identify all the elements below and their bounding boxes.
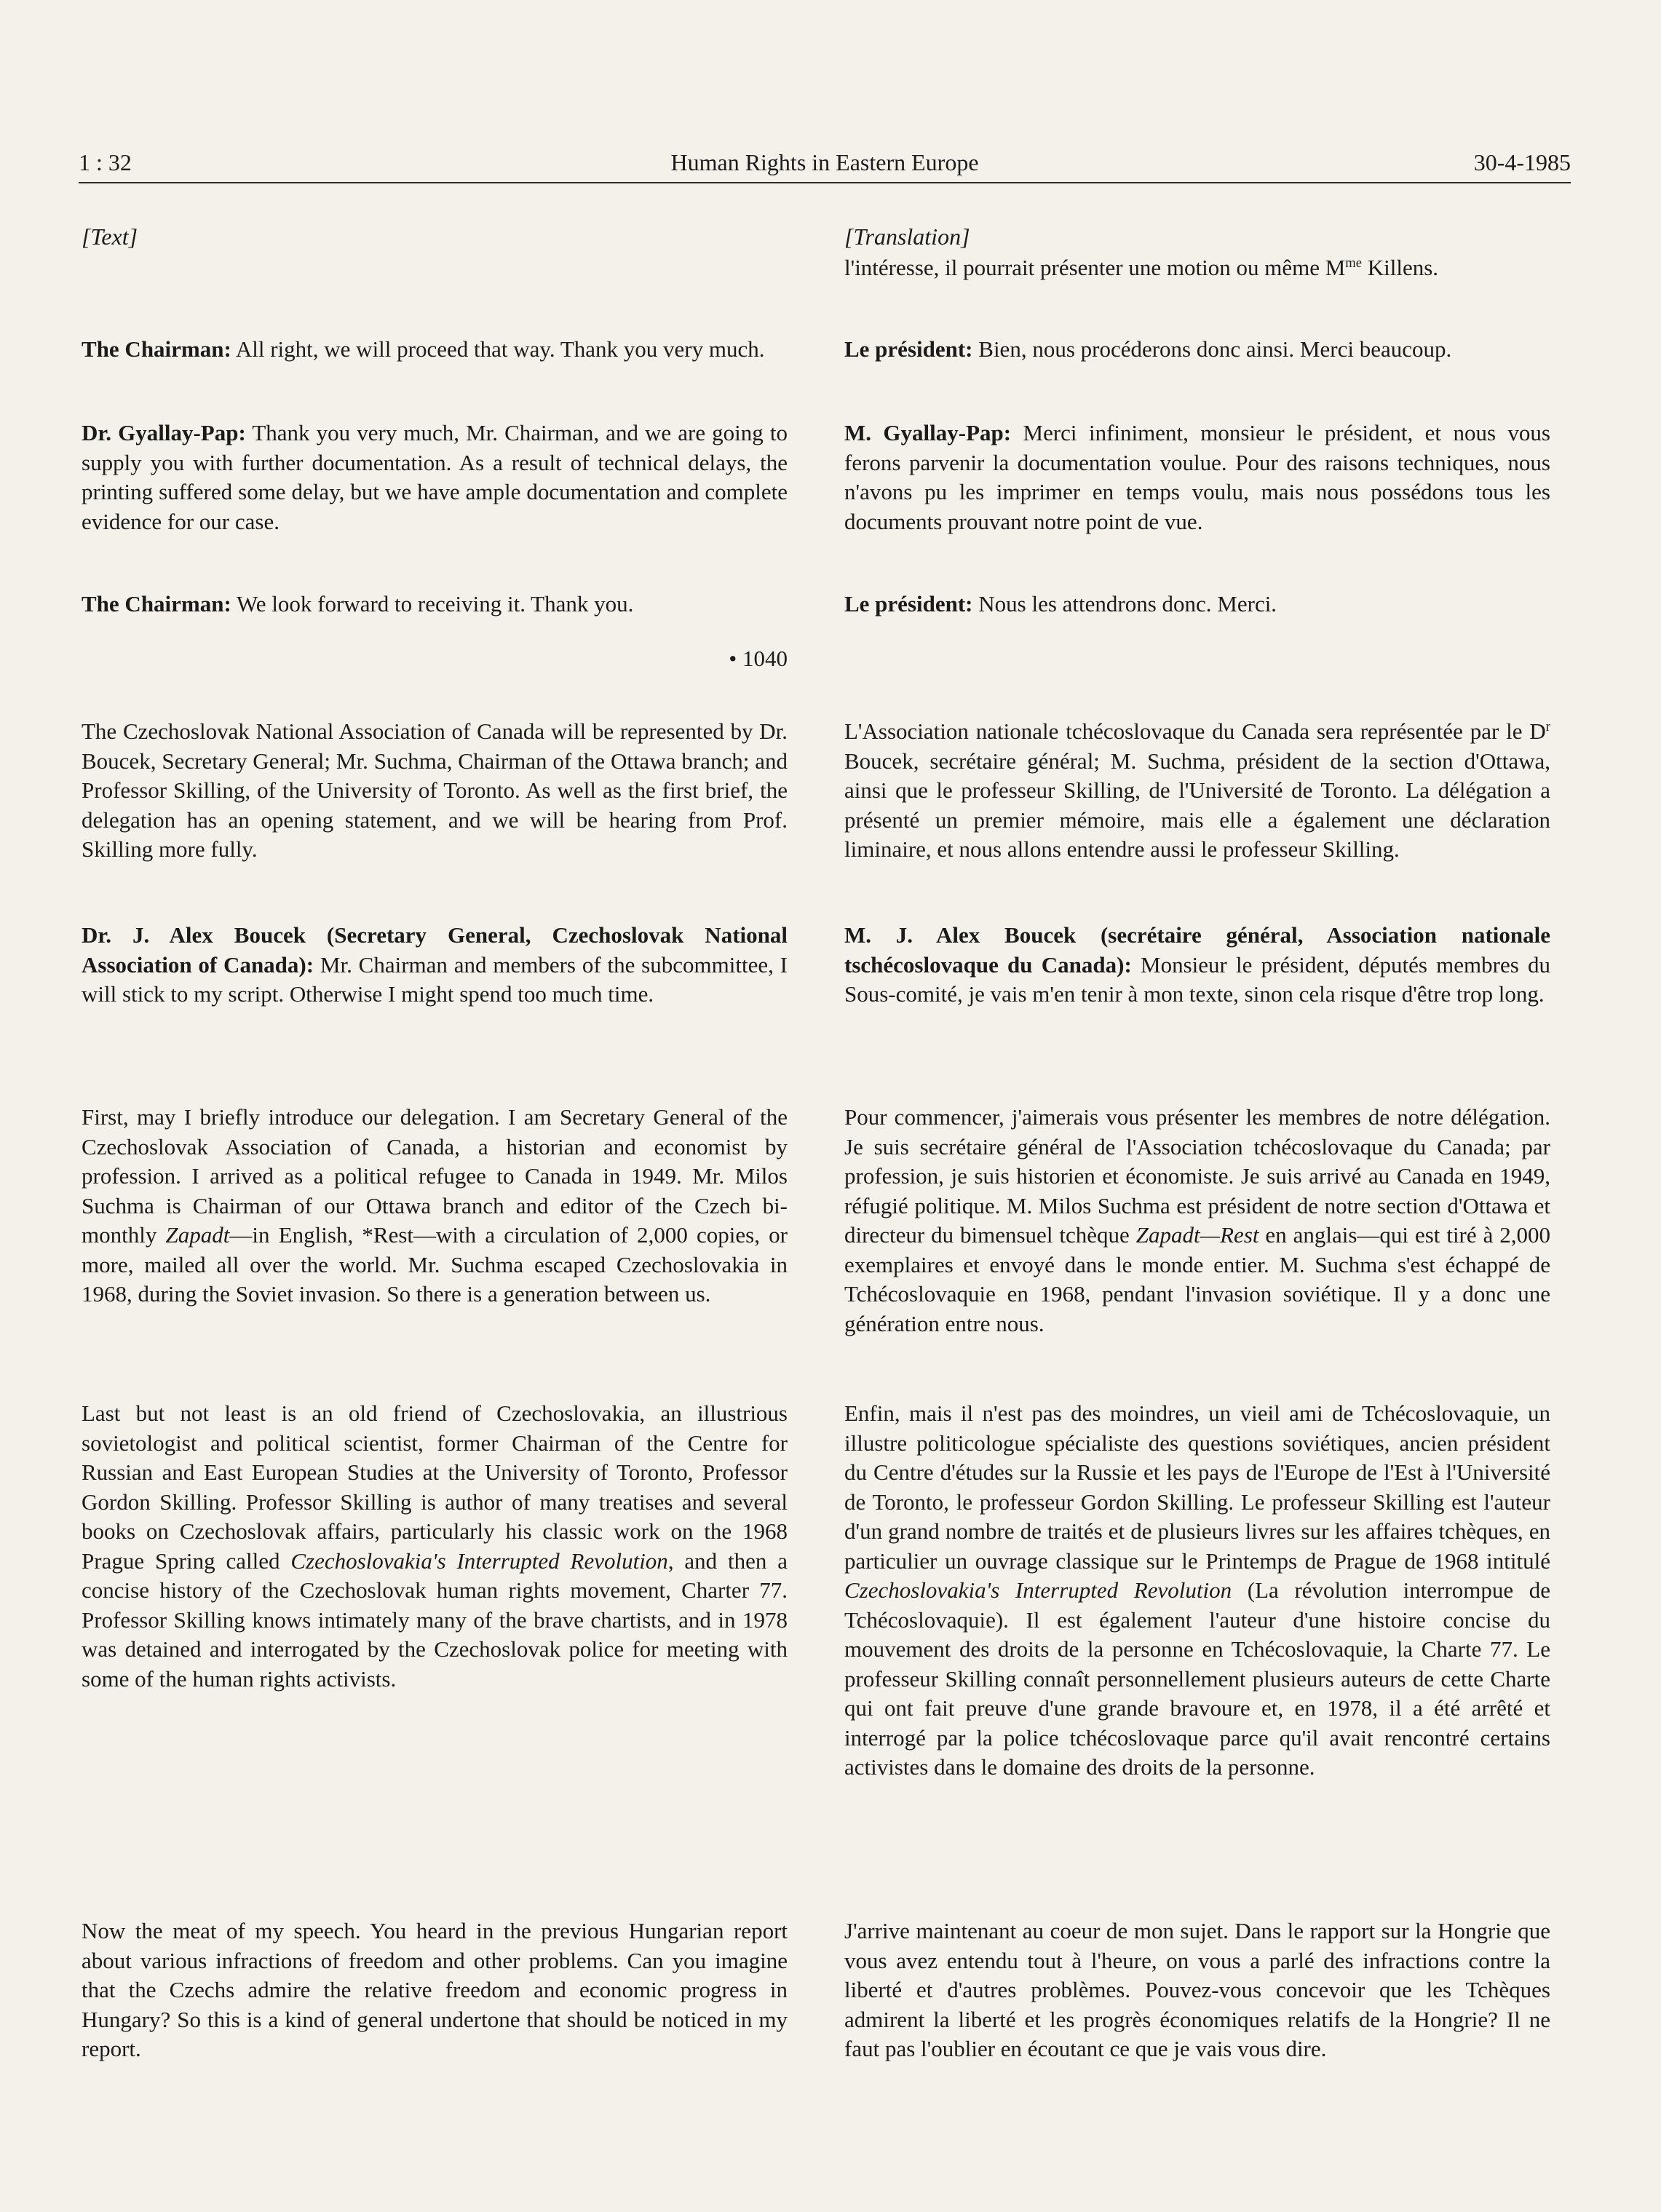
page-date: 30-4-1985 bbox=[1473, 149, 1571, 175]
column-heading: [Translation] bbox=[844, 223, 970, 250]
italic-title: Zapadt bbox=[165, 1222, 230, 1248]
superscript: me bbox=[1345, 255, 1362, 271]
paragraph-text: —in English, *Rest—with a circulation of 2,000 copies, or more, mailed all over the world. Mr. Suchma escaped Czechoslovakia in 1968, during the Soviet invasion. So there is a generation between us. bbox=[82, 1222, 788, 1307]
page-header bbox=[79, 144, 1571, 181]
paragraph bbox=[82, 1399, 788, 1694]
paragraph bbox=[844, 1103, 1550, 1339]
paragraph-text: L'Association nationale tchécoslovaque du Canada sera représentée par le D bbox=[844, 718, 1546, 744]
speaker-name: M. Gyallay-Pap: bbox=[844, 420, 1012, 445]
paragraph bbox=[844, 717, 1550, 865]
paragraph-text: Killens. bbox=[1362, 255, 1439, 280]
speaker-name: Dr. J. Alex Boucek (Secretary General, Czechoslovak National Association of Canada): bbox=[82, 922, 788, 978]
paragraph bbox=[82, 1916, 788, 2064]
paragraph-text: Pour commencer, j'aimerais vous présenter les membres de notre délégation. Je suis secrétaire général de l'Association tchécoslovaque du Canada; par profession, je suis historien et économiste. Je suis arrivé au Canada en 1949, réfugié politique. M. Milos Suchma est président de notre section d'Ottawa et directeur du bimensuel tchèque bbox=[844, 1104, 1550, 1248]
column-heading: [Text] bbox=[82, 223, 138, 250]
italic-title: Czechoslovakia's Interrupted Revolution bbox=[844, 1577, 1232, 1603]
paragraph bbox=[844, 1916, 1550, 2064]
paragraph-text: Merci infiniment, monsieur le président, et nous vous ferons parvenir la documentation voulue. Pour des raisons techniques, nous n'avons pu les imprimer en temps voulu, mais nous possédons tous les documents prouvant notre point de vue. bbox=[844, 420, 1550, 534]
paragraph bbox=[844, 419, 1550, 536]
paragraph-text: Monsieur le président, députés membres du Sous-comité, je vais m'en tenir à mon texte, sinon cela risque d'être trop long. bbox=[844, 951, 1551, 1007]
paragraph bbox=[844, 921, 1550, 1010]
italic-title: Czechoslovakia's Interrupted Revolution bbox=[290, 1547, 668, 1574]
paragraph-text: J'arrive maintenant au coeur de mon sujet. Dans le rapport sur la Hongrie que vous avez entendu tout à l'heure, on vous a parlé des infractions contre la liberté et d'autres problèmes. Pouvez-vous concevoir que les Tchèques admirent la liberté et les progrès économiques relatifs de la Hongrie? Il ne faut pas l'oublier en écoutant ce que je vais vous dire. bbox=[844, 1918, 1550, 2061]
paragraph-text: Now the meat of my speech. You heard in the previous Hungarian report about various infractions of freedom and other problems. Can you imagine that the Czechs admire the relative freedom and economic progress in Hungary? So this is a kind of general undertone that should be noticed in my report. bbox=[82, 1918, 788, 2061]
paragraph bbox=[82, 921, 788, 1010]
paragraph-text: Mr. Chairman and members of the subcommittee, I will stick to my script. Otherwise I might spend too much time. bbox=[82, 951, 788, 1007]
italic-title: Zapadt—Rest bbox=[1135, 1222, 1259, 1248]
paragraph-text: First, may I briefly introduce our delegation. I am Secretary General of the Czechoslovak Association of Canada, a historian and economist by profession. I arrived as a political refugee to Canada in 1949. Mr. Milos Suchma is Chairman of our Ottawa branch and editor of the Czech bi-monthly bbox=[82, 1104, 788, 1248]
paragraph bbox=[844, 335, 1550, 365]
paragraph-text: Enfin, mais il n'est pas des moindres, un vieil ami de Tchécoslovaquie, un illustre politicologue spécialiste des questions soviétiques, ancien président du Centre d'études sur la Russie et les pays de l'Europe de l'Est à l'Université de Toronto, le professeur Gordon Skilling. Le professeur Skilling est l'auteur d'un grand nombre de traités et de plusieurs livres sur les affaires tchèques, en particulier un ouvrage classique sur le Printemps de Prague de 1968 intitulé bbox=[844, 1400, 1550, 1574]
paragraph bbox=[82, 1103, 788, 1309]
paragraph-text: l'intéresse, il pourrait présenter une motion ou même M bbox=[844, 255, 1346, 280]
paragraph-text: Bien, nous procéderons donc ainsi. Merci beaucoup. bbox=[978, 336, 1452, 362]
paragraph-text: All right, we will proceed that way. Thank you very much. bbox=[235, 336, 765, 362]
paragraph-text: We look forward to receiving it. Thank you. bbox=[237, 591, 634, 617]
speaker-name: M. J. Alex Boucek (secrétaire général, Association nationale tschécoslovaque du Canada): bbox=[844, 922, 1550, 978]
paragraph bbox=[82, 335, 788, 365]
speaker-name: The Chairman: bbox=[82, 591, 231, 617]
paragraph-text: Last but not least is an old friend of Czechoslovakia, an illustrious sovietologist and political scientist, former Chairman of the Centre for Russian and East European Studies at the University of Toronto, Professor Gordon Skilling. Professor Skilling is author of many treatises and several books on Czechoslovak affairs, particularly his classic work on the 1968 Prague Spring called bbox=[82, 1400, 788, 1574]
time-marker: • 1040 bbox=[729, 646, 788, 671]
paragraph bbox=[82, 717, 788, 865]
paragraph-text: Boucek, secrétaire général; M. Suchma, président de la section d'Ottawa, ainsi que le professeur Skilling, de l'Université de Toronto. La délégation a présenté un premier mémoire, mais elle a également une déclaration liminaire, et nous allons entendre aussi le professeur Skilling. bbox=[844, 748, 1550, 862]
paragraph-text: en anglais—qui est tiré à 2,000 exemplaires et envoyé dans le monde entier. M. Suchma s'est échappé de Tchécoslovaquie en 1968, pendant l'invasion soviétique. Il y a donc une génération entre nous. bbox=[844, 1222, 1551, 1336]
speaker-name: Dr. Gyallay-Pap: bbox=[82, 420, 246, 445]
superscript: r bbox=[1545, 718, 1550, 734]
paragraph-text: , and then a concise history of the Czechoslovak human rights movement, Charter 77. Professor Skilling knows intimately many of the brave chartists, and in 1978 was detained and interrogated by the Czechoslovak police for meeting with some of the human rights activists. bbox=[82, 1547, 788, 1692]
paragraph bbox=[844, 590, 1550, 619]
paragraph bbox=[82, 419, 788, 536]
paragraph-text: Nous les attendrons donc. Merci. bbox=[978, 591, 1277, 617]
paragraph-text: (La révolution interrompue de Tchécoslovaquie). Il est également l'auteur d'une histoire concise du mouvement des droits de la personne en Tchécoslovaquie, la Charte 77. Le professeur Skilling connaît personnellement plusieurs auteurs de cette Charte qui ont fait preuve d'une grande bravoure et, en 1978, il a été arrêté et interrogé par la police tchécoslovaque parce qu'il avait rencontré certains activistes dans le domaine des droits de la personne. bbox=[844, 1577, 1551, 1780]
paragraph bbox=[844, 1399, 1550, 1783]
speaker-name: The Chairman: bbox=[82, 336, 231, 362]
speaker-name: Le président: bbox=[844, 591, 973, 617]
speaker-name: Le président: bbox=[844, 336, 973, 362]
page-number: 1 : 32 bbox=[79, 149, 132, 175]
running-title: Human Rights in Eastern Europe bbox=[670, 149, 979, 175]
paragraph-text: The Czechoslovak National Association of Canada will be represented by Dr. Boucek, Secretary General; Mr. Suchma, Chairman of the Ottawa branch; and Professor Skilling, of the University of Toronto. As well as the first brief, the delegation has an opening statement, and we will be hearing from Prof. Skilling more fully. bbox=[82, 718, 788, 862]
paragraph bbox=[844, 253, 1550, 283]
header-rule bbox=[79, 182, 1571, 183]
paragraph-text: Thank you very much, Mr. Chairman, and we are going to supply you with further documentation. As a result of technical delays, the printing suffered some delay, but we have ample documentation and complete evidence for our case. bbox=[82, 420, 788, 534]
paragraph bbox=[82, 590, 788, 619]
